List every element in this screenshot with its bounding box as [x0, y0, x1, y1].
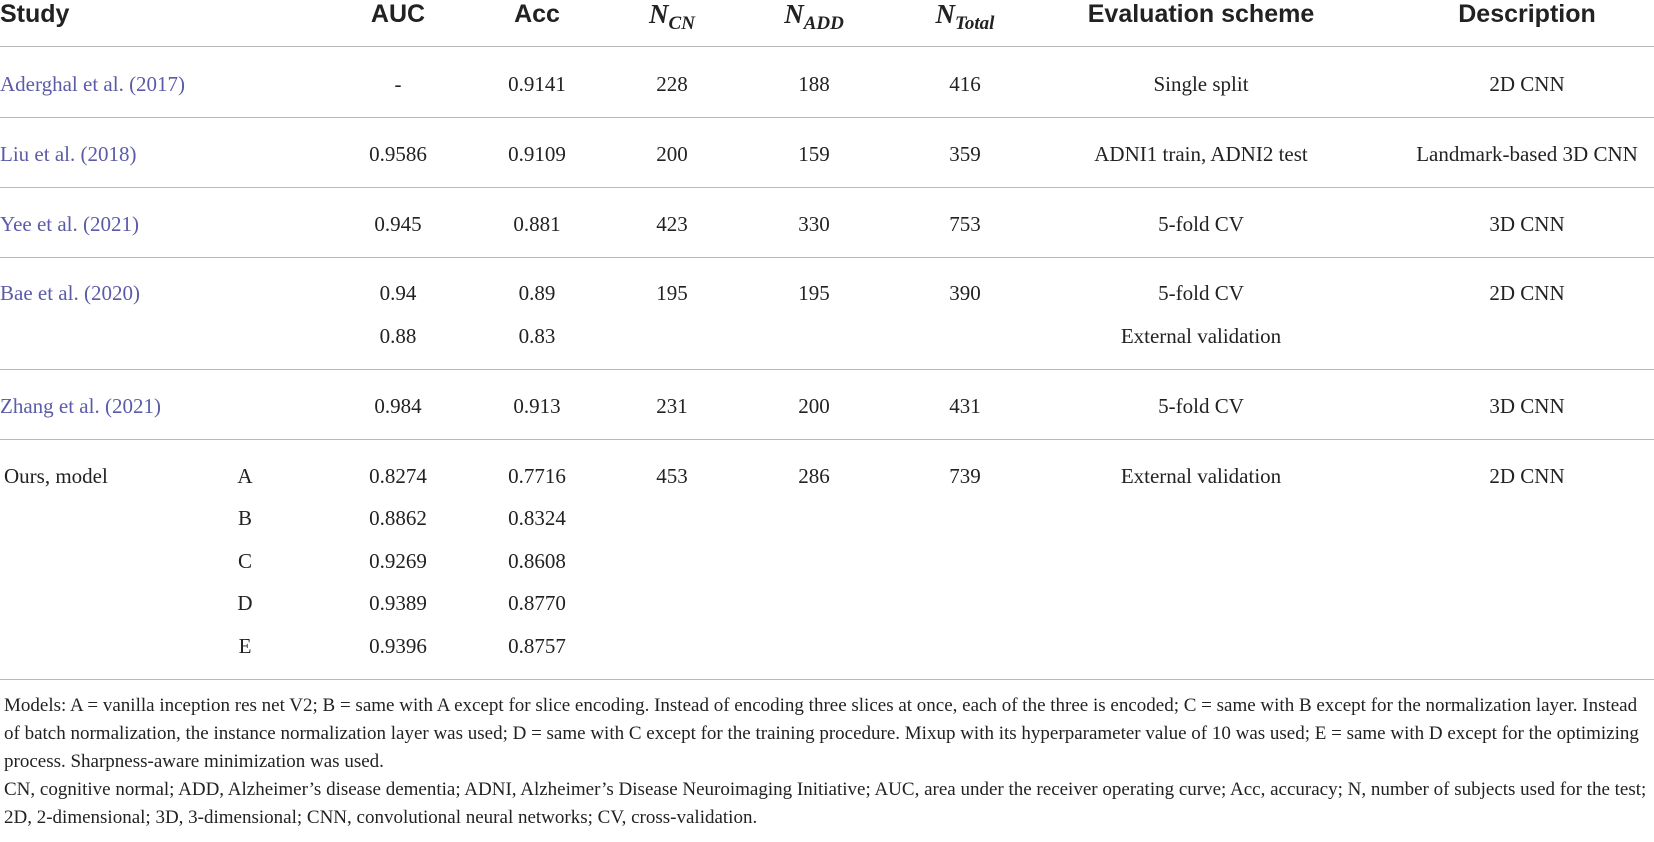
study-link[interactable]: Liu et al. (2018) — [0, 142, 137, 166]
acc-value: 0.9109 — [508, 142, 566, 166]
ours-description: 2D CNN — [1489, 464, 1565, 488]
evaluation-value-secondary: External validation — [1120, 324, 1282, 348]
acc-value: 0.881 — [513, 212, 561, 236]
n-total-value: 359 — [949, 142, 981, 166]
acc-value: 0.9141 — [508, 72, 566, 96]
n-total-value: 416 — [949, 72, 981, 96]
ours-label: Ours, model — [4, 464, 108, 488]
n-total-value: 753 — [949, 212, 981, 236]
auc-value: 0.945 — [374, 212, 422, 236]
header-acc: Acc — [514, 0, 560, 28]
evaluation-value: 5-fold CV — [1158, 281, 1244, 305]
n-add-value: 200 — [798, 394, 830, 418]
model-acc: 0.8770 — [508, 591, 566, 615]
n-cn-value: 200 — [656, 142, 688, 166]
header-n-add — [784, 0, 844, 34]
acc-value: 0.913 — [513, 394, 561, 418]
n-cn-value: 231 — [656, 394, 688, 418]
header-n-add-sub: ADD — [803, 13, 844, 34]
header-n-total-base: N — [935, 0, 956, 29]
model-letter: D — [237, 591, 253, 615]
n-add-value: 188 — [798, 72, 830, 96]
ours-n-add: 286 — [798, 464, 830, 488]
n-add-value: 159 — [798, 142, 830, 166]
model-auc: 0.9269 — [369, 549, 427, 573]
ours-evaluation: External validation — [1120, 464, 1282, 488]
auc-value: - — [394, 72, 402, 96]
n-cn-value: 228 — [656, 72, 688, 96]
n-add-value: 195 — [798, 281, 830, 305]
model-auc: 0.8274 — [369, 464, 427, 488]
evaluation-value: ADNI1 train, ADNI2 test — [1094, 142, 1308, 166]
rule-row-1 — [0, 117, 1654, 118]
auc-value: 0.9586 — [369, 142, 427, 166]
rule-row-4 — [0, 369, 1654, 370]
header-evaluation-scheme: Evaluation scheme — [1087, 0, 1315, 28]
model-auc: 0.9389 — [369, 591, 427, 615]
model-acc: 0.8324 — [508, 506, 566, 530]
n-cn-value: 423 — [656, 212, 688, 236]
description-value: 3D CNN — [1489, 212, 1565, 236]
model-acc: 0.8757 — [508, 634, 566, 658]
rule-row-2 — [0, 187, 1654, 188]
description-value: 2D CNN — [1489, 281, 1565, 305]
evaluation-value: Single split — [1153, 72, 1249, 96]
model-auc: 0.9396 — [369, 634, 427, 658]
n-total-value: 390 — [949, 281, 981, 305]
header-study: Study — [0, 0, 70, 28]
model-letter: A — [237, 464, 253, 488]
auc-value-secondary: 0.88 — [379, 324, 417, 348]
model-acc: 0.7716 — [508, 464, 566, 488]
evaluation-value: 5-fold CV — [1158, 212, 1244, 236]
evaluation-value: 5-fold CV — [1158, 394, 1244, 418]
study-link[interactable]: Bae et al. (2020) — [0, 281, 140, 305]
acc-value: 0.89 — [518, 281, 556, 305]
table-footnotes — [4, 692, 1654, 832]
study-link[interactable]: Aderghal et al. (2017) — [0, 72, 186, 96]
header-n-cn-base: N — [649, 0, 669, 29]
description-value: Landmark-based 3D CNN — [1416, 142, 1638, 166]
model-acc: 0.8608 — [508, 549, 566, 573]
footnote-models: Models: A = vanilla inception res net V2; B = same with A except for slice encoding. Instead of encoding three slices at once, each of the three is encoded; C = same with B except for the normalization layer. Instead of batch normalization, the instance normalization layer was used; D = same with C except for the training procedure. Mixup with its hyperparameter value of 10 was used; E = same with D except for the optimizing process. Sharpness-aware minimization was used. — [4, 695, 1639, 772]
header-n-add-base: N — [784, 0, 804, 29]
rule-row-5 — [0, 439, 1654, 440]
header-description: Description — [1458, 0, 1596, 28]
rule-row-3 — [0, 257, 1654, 258]
auc-value: 0.984 — [374, 394, 422, 418]
n-cn-value: 195 — [656, 281, 688, 305]
model-auc: 0.8862 — [369, 506, 427, 530]
n-total-value: 431 — [949, 394, 981, 418]
description-value: 2D CNN — [1489, 72, 1565, 96]
header-n-total — [936, 0, 995, 34]
model-letter: E — [238, 634, 252, 658]
acc-value-secondary: 0.83 — [518, 324, 556, 348]
ours-n-cn: 453 — [656, 464, 688, 488]
ours-n-total: 739 — [949, 464, 981, 488]
model-letter: C — [237, 549, 253, 573]
header-n-total-sub: Total — [955, 13, 995, 34]
footnote-abbreviations: CN, cognitive normal; ADD, Alzheimer’s disease dementia; ADNI, Alzheimer’s Disease Neuroimaging Initiative; AUC, area under the receiver operating curve; Acc, accuracy; N, number of subjects used for the test; 2D, 2-dimensional; 3D, 3-dimensional; CNN, convolutional neural networks; CV, cross-validation. — [4, 779, 1647, 828]
study-link[interactable]: Yee et al. (2021) — [0, 212, 140, 236]
auc-value: 0.94 — [379, 281, 417, 305]
model-letter: B — [237, 506, 253, 530]
rule-header — [0, 46, 1654, 47]
description-value: 3D CNN — [1489, 394, 1565, 418]
rule-table-bottom — [0, 679, 1654, 680]
header-n-cn — [649, 0, 695, 34]
header-n-cn-sub: CN — [668, 13, 695, 34]
n-add-value: 330 — [798, 212, 830, 236]
header-auc: AUC — [370, 0, 426, 28]
study-link[interactable]: Zhang et al. (2021) — [0, 394, 161, 418]
